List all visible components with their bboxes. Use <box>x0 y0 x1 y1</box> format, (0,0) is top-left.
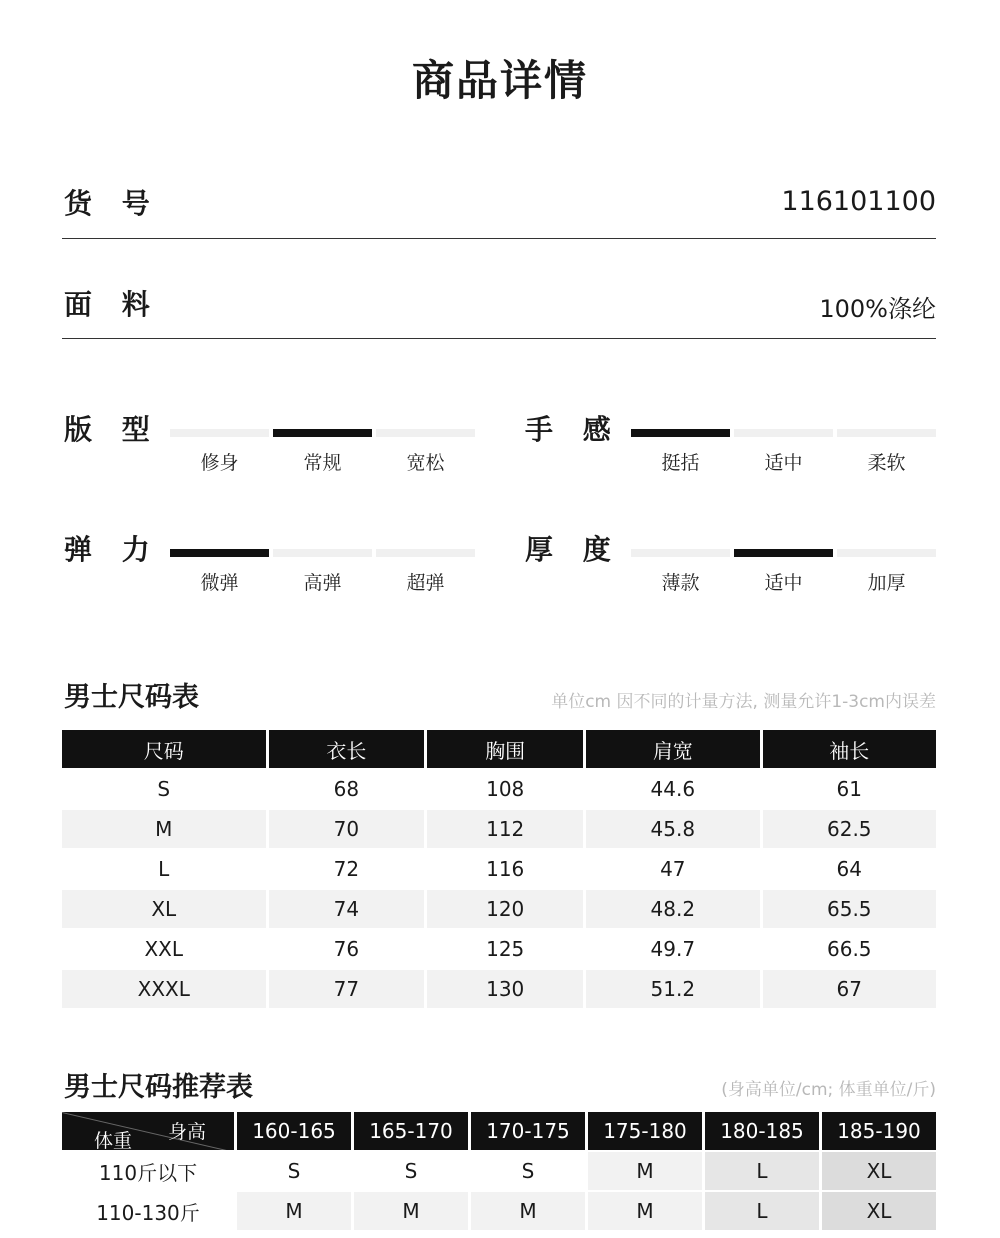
length-cell: 72 <box>333 857 360 881</box>
scale-segment <box>631 549 730 557</box>
shoulder-cell: 47 <box>660 857 686 881</box>
recommend-chart-note: (身高单位/cm; 体重单位/斤) <box>721 1080 936 1100</box>
length-cell: 77 <box>269 970 425 1008</box>
scale-segment <box>631 429 730 437</box>
size-cell: M <box>471 1192 585 1230</box>
stretch-label: 弹 力 <box>64 533 160 566</box>
shoulder-cell: 45.8 <box>586 810 759 848</box>
size-cell: S <box>157 777 171 801</box>
size-cell: XXL <box>144 937 184 961</box>
weight-cell: 110斤以下 <box>98 1160 198 1185</box>
size-cell: M <box>588 1152 702 1190</box>
fabric-label: 面 料 <box>64 288 160 321</box>
hand-feel-option: 柔软 <box>867 452 906 474</box>
hand-feel-label: 手 感 <box>525 413 621 446</box>
hand-feel-option: 挺括 <box>661 452 700 474</box>
size-chart-table <box>59 728 939 1010</box>
scale-segment <box>837 429 936 437</box>
table-row <box>62 930 936 968</box>
column-header: 尺码 <box>62 730 266 768</box>
thickness-scale-labels <box>631 568 936 595</box>
table-row <box>62 890 936 928</box>
thickness-label: 厚 度 <box>525 533 621 566</box>
sleeve-cell: 67 <box>763 970 936 1008</box>
chest-cell: 112 <box>427 810 583 848</box>
item-no-label: 货 号 <box>64 187 160 220</box>
thickness-scale <box>631 549 936 557</box>
stretch-option: 高弹 <box>303 572 342 594</box>
length-cell: 74 <box>269 890 425 928</box>
size-cell: S <box>287 1159 301 1183</box>
scale-segment <box>376 429 475 437</box>
fabric-value: 100%涤纶 <box>819 295 936 323</box>
fit-option: 宽松 <box>406 452 445 474</box>
table-row <box>62 970 936 1008</box>
size-cell: XL <box>822 1192 936 1230</box>
size-cell: XL <box>62 890 266 928</box>
size-cell: L <box>158 857 170 881</box>
thickness-option: 薄款 <box>661 572 700 594</box>
sleeve-cell: 64 <box>836 857 862 881</box>
size-cell: L <box>705 1192 819 1230</box>
chest-cell: 120 <box>427 890 583 928</box>
size-cell: M <box>237 1192 351 1230</box>
size-cell: S <box>521 1159 535 1183</box>
size-cell: M <box>354 1192 468 1230</box>
length-cell: 76 <box>333 937 360 961</box>
column-header: 胸围 <box>427 730 583 768</box>
size-cell: XXXL <box>62 970 266 1008</box>
column-header: 160-165 <box>237 1112 351 1150</box>
chest-cell: 125 <box>486 937 525 961</box>
corner-height-label: 身高 <box>167 1121 206 1143</box>
sleeve-cell: 66.5 <box>827 937 872 961</box>
size-cell: S <box>404 1159 418 1183</box>
stretch-option: 超弹 <box>406 572 445 594</box>
fit-option: 修身 <box>200 452 239 474</box>
scale-segment <box>170 549 269 557</box>
hand-feel-scale-labels <box>631 448 936 475</box>
item-no-value: 116101100 <box>781 186 936 217</box>
fit-scale <box>170 429 475 437</box>
scale-segment <box>734 429 833 437</box>
chest-cell: 116 <box>486 857 525 881</box>
stretch-option: 微弹 <box>200 572 239 594</box>
shoulder-cell: 44.6 <box>650 777 696 801</box>
fit-scale-labels <box>170 448 475 475</box>
sleeve-cell: 61 <box>836 777 862 801</box>
recommend-header-row <box>62 1112 936 1150</box>
length-cell: 68 <box>333 777 360 801</box>
column-header: 衣长 <box>269 730 425 768</box>
fit-option: 常规 <box>303 452 342 474</box>
size-chart-title: 男士尺码表 <box>64 682 199 713</box>
recommend-chart-title: 男士尺码推荐表 <box>64 1072 253 1103</box>
scale-segment <box>273 429 372 437</box>
column-header: 肩宽 <box>586 730 759 768</box>
page-title: 商品详情 <box>411 56 588 105</box>
corner-divider <box>62 1112 234 1150</box>
table-row <box>62 810 936 848</box>
table-row <box>62 770 936 808</box>
column-header: 175-180 <box>588 1112 702 1150</box>
scale-segment <box>376 549 475 557</box>
column-header: 170-175 <box>471 1112 585 1150</box>
corner-weight-label: 体重 <box>94 1130 133 1150</box>
divider <box>62 338 936 339</box>
weight-cell: 110-130斤 <box>96 1200 200 1225</box>
sleeve-cell: 65.5 <box>763 890 936 928</box>
scale-segment <box>170 429 269 437</box>
column-header: 袖长 <box>763 730 936 768</box>
fit-label: 版 型 <box>64 413 160 446</box>
size-chart-note: 单位cm 因不同的计量方法, 测量允许1-3cm内误差 <box>551 692 936 712</box>
scale-segment <box>734 549 833 557</box>
table-row <box>62 850 936 888</box>
scale-segment <box>273 549 372 557</box>
column-header: 165-170 <box>354 1112 468 1150</box>
divider <box>62 238 936 239</box>
shoulder-cell: 49.7 <box>650 937 696 961</box>
table-row <box>62 1192 936 1230</box>
thickness-option: 适中 <box>764 572 803 594</box>
corner-header <box>62 1112 234 1150</box>
sleeve-cell: 62.5 <box>763 810 936 848</box>
shoulder-cell: 48.2 <box>586 890 759 928</box>
size-cell: XL <box>822 1152 936 1190</box>
chest-cell: 108 <box>486 777 525 801</box>
shoulder-cell: 51.2 <box>586 970 759 1008</box>
stretch-scale <box>170 549 475 557</box>
size-cell: M <box>62 810 266 848</box>
scale-segment <box>837 549 936 557</box>
size-chart-header-row <box>62 730 936 768</box>
size-cell: M <box>588 1192 702 1230</box>
length-cell: 70 <box>269 810 425 848</box>
hand-feel-option: 适中 <box>764 452 803 474</box>
column-header: 180-185 <box>705 1112 819 1150</box>
column-header: 185-190 <box>822 1112 936 1150</box>
size-cell: L <box>705 1152 819 1190</box>
stretch-scale-labels <box>170 568 475 595</box>
hand-feel-scale <box>631 429 936 437</box>
thickness-option: 加厚 <box>867 572 906 594</box>
recommend-chart-table <box>59 1110 939 1232</box>
chest-cell: 130 <box>427 970 583 1008</box>
table-row <box>62 1152 936 1190</box>
